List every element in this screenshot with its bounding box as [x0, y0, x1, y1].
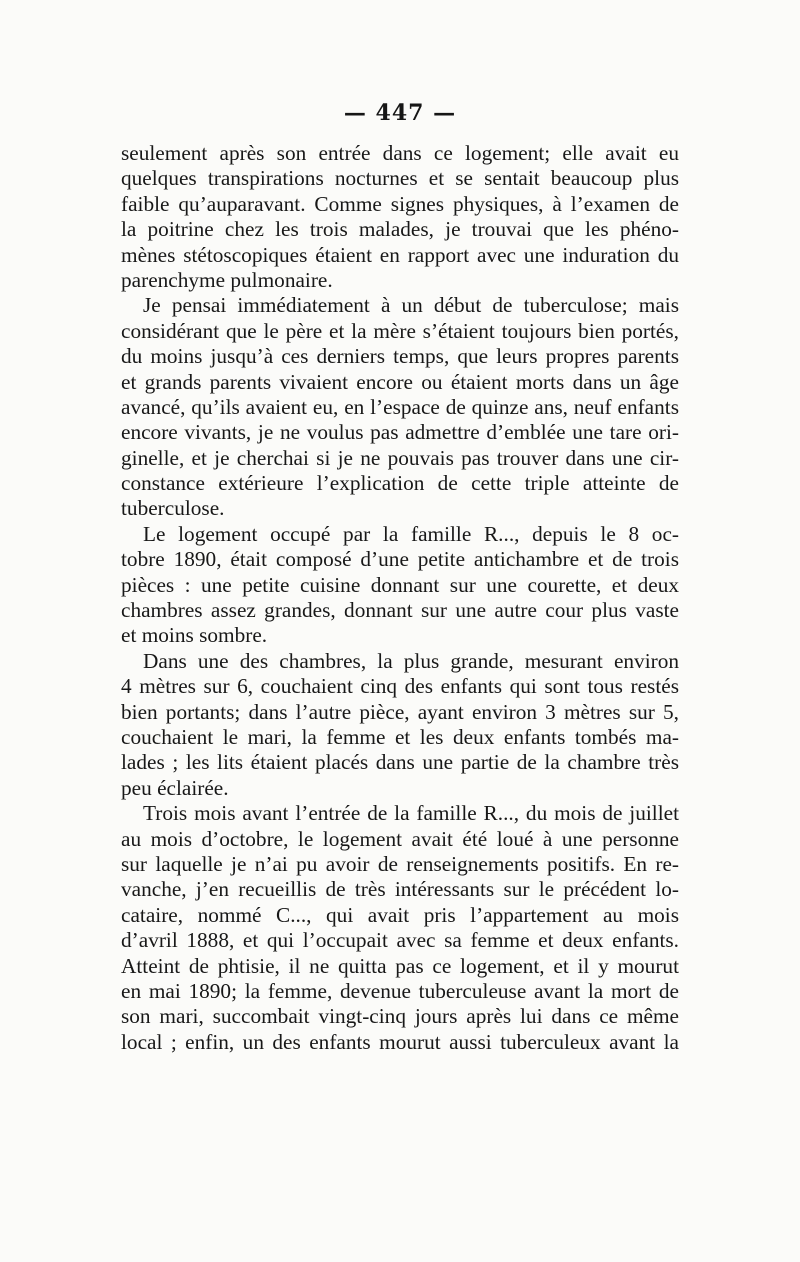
text-line: et moins sombre. [121, 623, 268, 648]
text-line: du moins jusqu’à ces derniers temps, que leurs propres parents [121, 344, 679, 369]
text-line: Je pensai immédiatement à un début de tuberculose; mais [143, 293, 679, 318]
text-line: faible qu’auparavant. Comme signes physiques, à l’examen de [121, 191, 679, 216]
text-line: seulement après son entrée dans ce logement; elle avait eu [121, 141, 679, 165]
text-line: Trois mois avant l’entrée de la famille R..., du mois de juillet [143, 801, 679, 826]
text-line: lades ; les lits étaient placés dans une partie de la chambre très [121, 750, 679, 775]
text-line: en mai 1890; la femme, devenue tuberculeuse avant la mort de [121, 978, 679, 1003]
text-line: au mois d’octobre, le logement avait été loué à une personne [121, 826, 679, 851]
text-line: la poitrine chez les trois malades, je trouvai que les phéno- [121, 217, 679, 242]
text-line: tobre 1890, était composé d’une petite antichambre et de trois [121, 547, 679, 572]
text-line: quelques transpirations nocturnes et se sentait beaucoup plus [121, 166, 679, 191]
text-line: sur laquelle je n’ai pu avoir de renseignements positifs. En re- [121, 851, 679, 876]
page-number: — 447 — [343, 100, 457, 126]
text-line: Dans une des chambres, la plus grande, mesurant environ [143, 648, 679, 673]
text-line: chambres assez grandes, donnant sur une autre cour plus vaste [121, 598, 679, 623]
text-line: tuberculose. [121, 496, 225, 521]
text-line: encore vivants, je ne voulus pas admettre d’emblée une tare ori- [121, 420, 679, 445]
text-line: couchaient le mari, la femme et les deux enfants tombés ma- [121, 724, 679, 749]
text-line: avancé, qu’ils avaient eu, en l’espace de quinze ans, neuf enfants [121, 394, 679, 419]
text-line: d’avril 1888, et qui l’occupait avec sa femme et deux enfants. [121, 928, 679, 953]
text-line: bien portants; dans l’autre pièce, ayant environ 3 mètres sur 5, [121, 699, 679, 724]
body-text [121, 141, 679, 1055]
text-line: et grands parents vivaient encore ou étaient morts dans un âge [121, 369, 679, 394]
text-line: vanche, j’en recueillis de très intéressants sur le précédent lo- [121, 877, 679, 902]
text-line: considérant que le père et la mère s’étaient toujours bien portés, [121, 318, 679, 343]
text-line: local ; enfin, un des enfants mourut aussi tuberculeux avant la [121, 1029, 679, 1054]
text-line: constance extérieure l’explication de cette triple atteinte de [121, 471, 679, 496]
text-line: peu éclairée. [121, 775, 229, 800]
text-line: ginelle, et je cherchai si je ne pouvais pas trouver dans une cir- [121, 445, 679, 470]
text-line: Atteint de phtisie, il ne quitta pas ce logement, et il y mourut [121, 953, 679, 978]
text-line: cataire, nommé C..., qui avait pris l’appartement au mois [121, 902, 679, 927]
text-line: son mari, succombait vingt-cinq jours après lui dans ce même [121, 1004, 679, 1029]
text-line: parenchyme pulmonaire. [121, 267, 333, 292]
text-line: Le logement occupé par la famille R..., depuis le 8 oc- [143, 521, 679, 546]
text-line: 4 mètres sur 6, couchaient cinq des enfants qui sont tous restés [121, 674, 679, 699]
text-line: pièces : une petite cuisine donnant sur une courette, et deux [121, 572, 679, 597]
text-line: mènes stétoscopiques étaient en rapport avec une induration du [121, 242, 679, 267]
